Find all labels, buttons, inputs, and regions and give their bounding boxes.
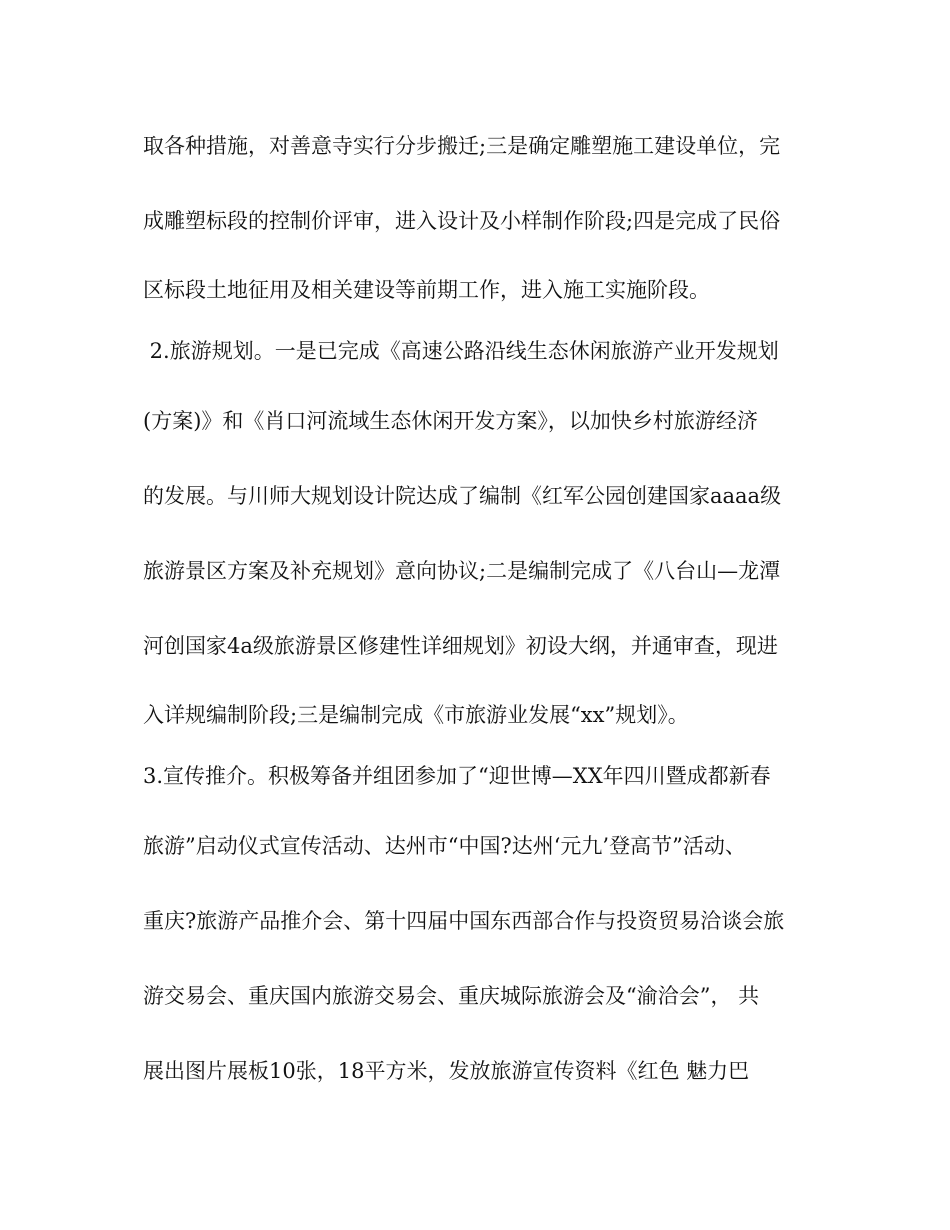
text-line-13: 游交易会、重庆国内旅游交易会、重庆城际旅游会及“渝洽会”， 共 — [143, 984, 760, 1008]
text-line-12: 重庆?旅游产品推介会、第十四届中国东西部合作与投资贸易洽谈会旅 — [143, 909, 785, 933]
text-line-14: 展出图片展板10张，18平方米，发放旅游宣传资料《红色 魅力巴 — [143, 1059, 750, 1083]
text-line-3: 区标段土地征用及相关建设等前期工作，进入施工实施阶段。 — [143, 278, 710, 302]
text-line-4: 2.旅游规划。一是已完成《高速公路沿线生态休闲旅游产业开发规划 — [143, 339, 779, 363]
text-line-2: 成雕塑标段的控制价评审，进入设计及小样制作阶段;四是完成了民俗 — [143, 209, 781, 233]
text-line-9: 入详规编制阶段;三是编制完成《市旅游业发展“xx”规划》。 — [143, 703, 689, 727]
text-line-10: 3.宣传推介。积极筹备并组团参加了“迎世博—XX年四川暨成都新春 — [143, 764, 771, 788]
text-line-5: (方案)》和《肖口河流域生态休闲开发方案》，以加快乡村旅游经济 — [143, 409, 758, 433]
text-line-8: 河创国家4a级旅游景区修建性详细规划》初设大纲，并通审查，现进 — [143, 634, 778, 658]
text-line-11: 旅游”启动仪式宣传活动、达州市“中国?达州‘元九’登高节”活动、 — [143, 834, 746, 858]
text-line-7: 旅游景区方案及补充规划》意向协议;二是编制完成了《八台山—龙潭 — [143, 559, 781, 583]
text-line-1: 取各种措施，对善意寺实行分步搬迁;三是确定雕塑施工建设单位，完 — [143, 134, 781, 158]
text-line-6: 的发展。与川师大规划设计院达成了编制《红军公园创建国家aaaa级 — [143, 484, 782, 508]
